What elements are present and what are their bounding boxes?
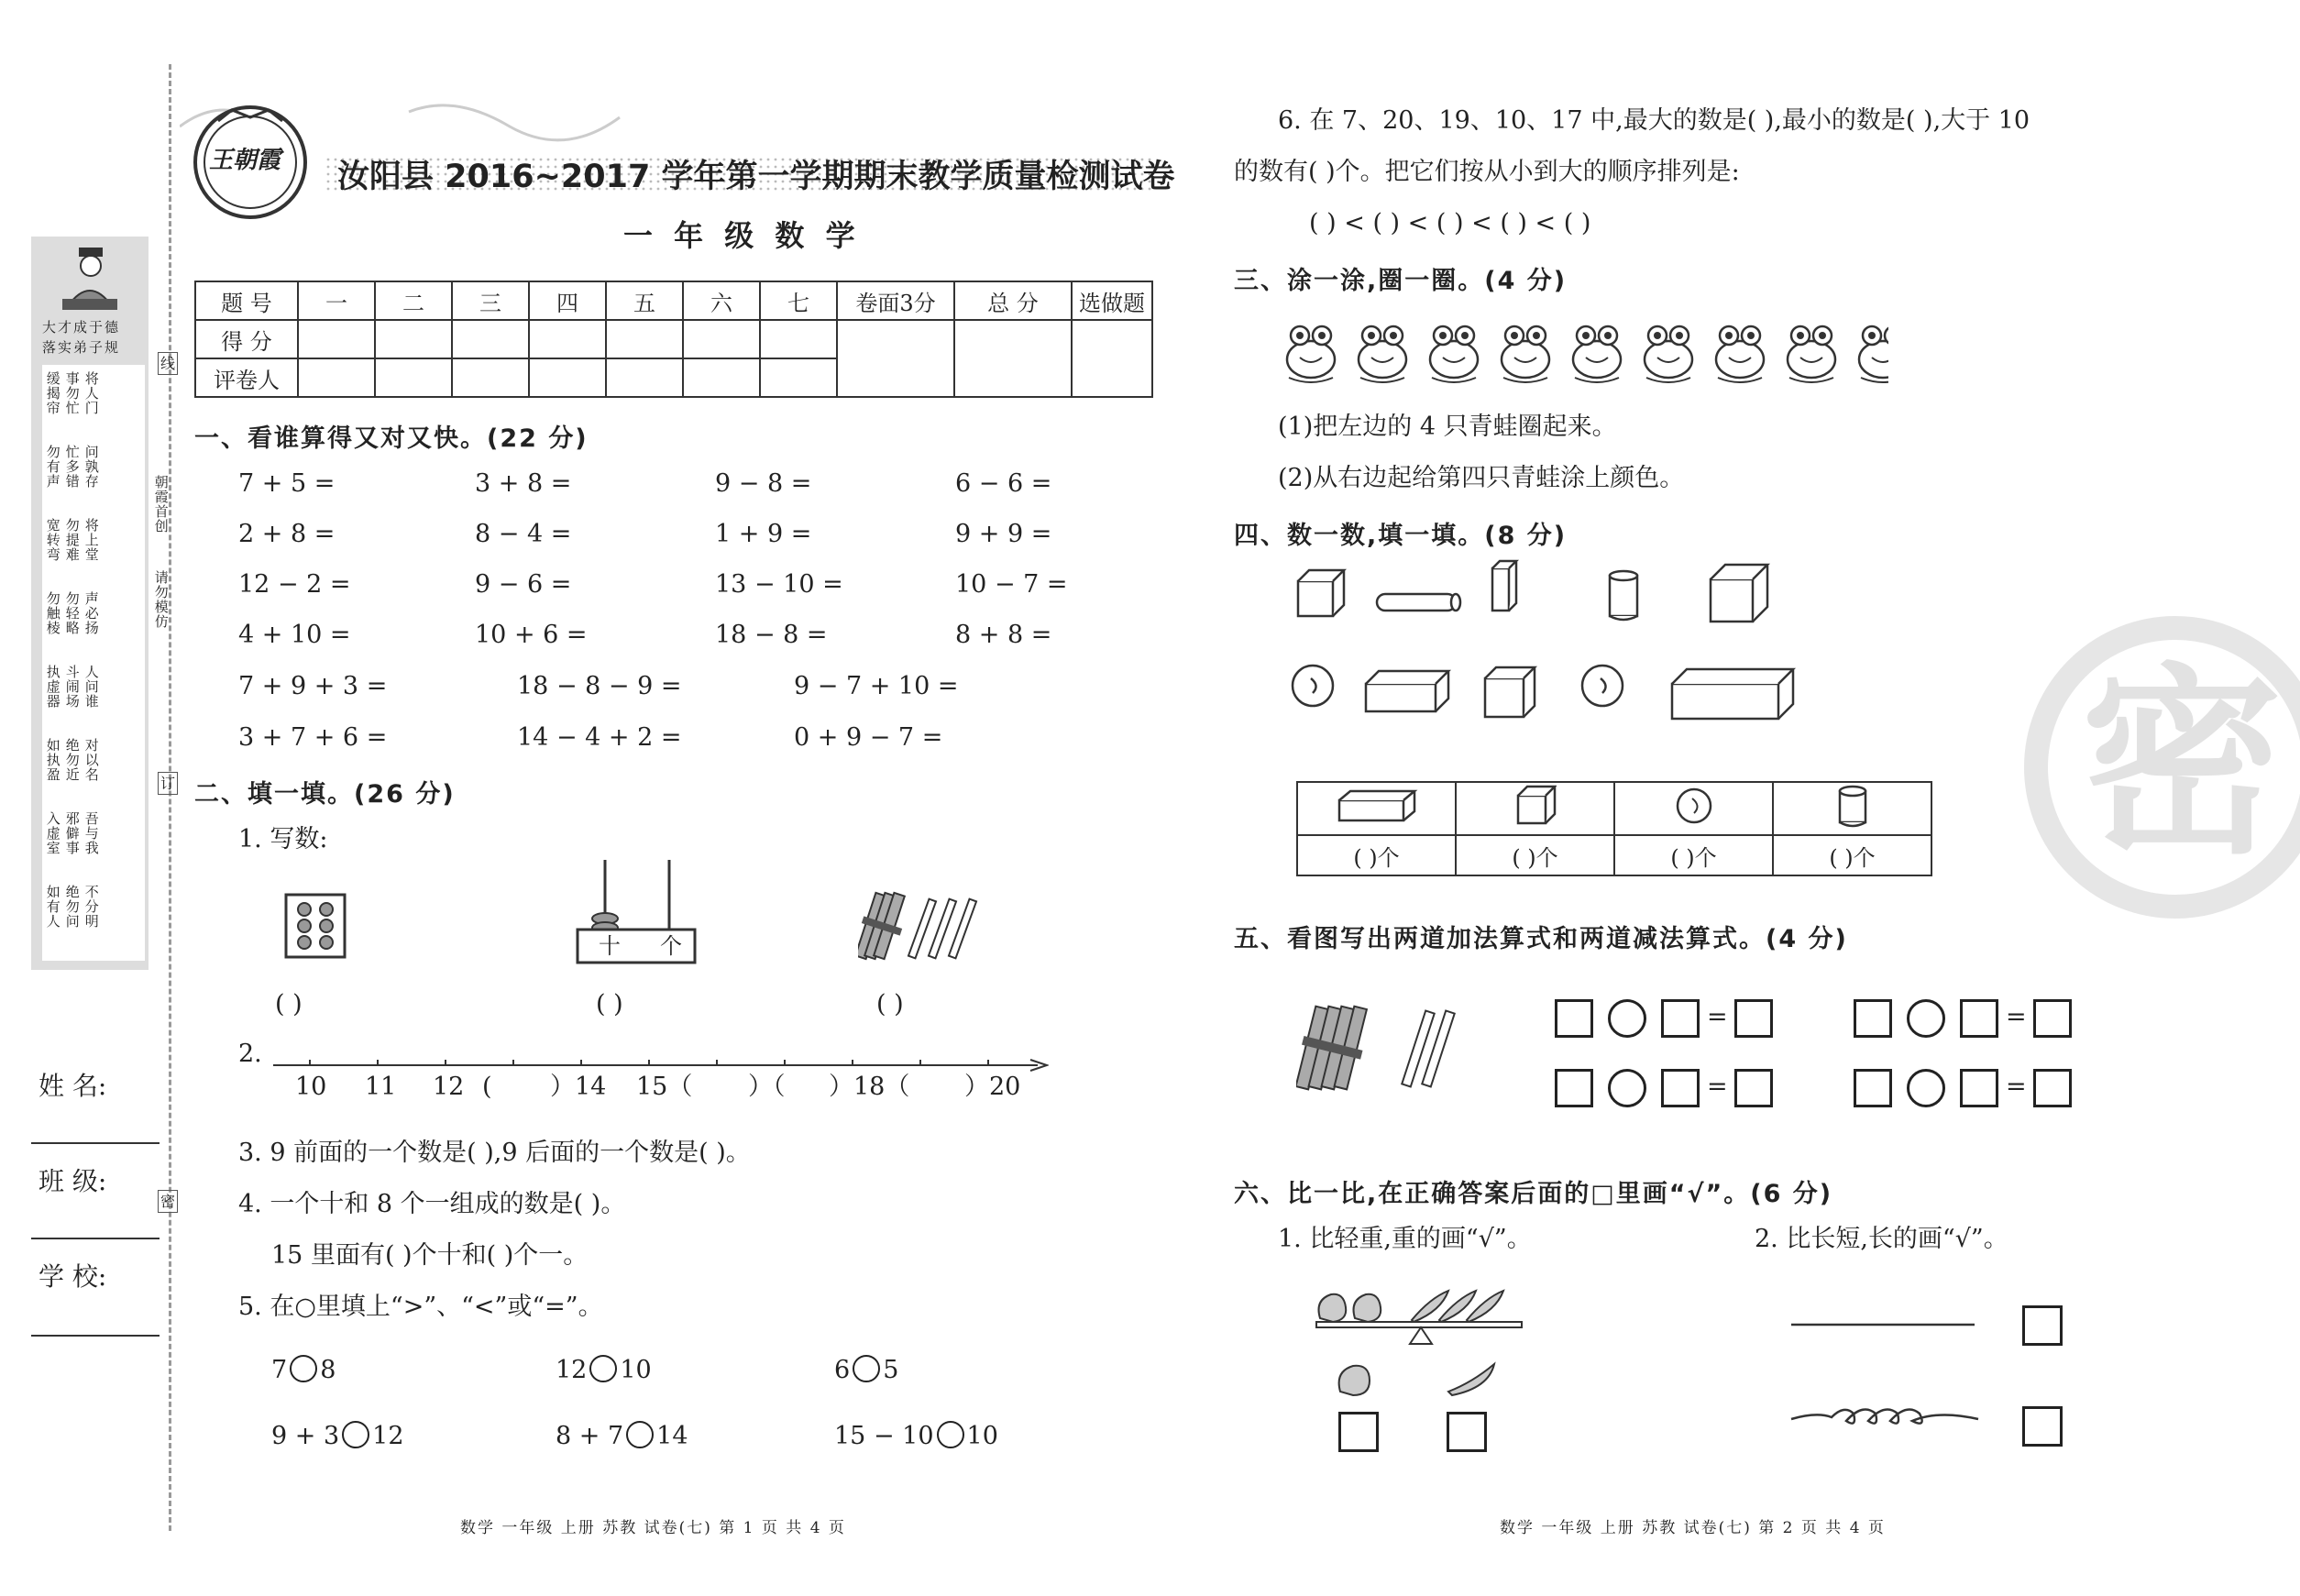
numline-label[interactable]: ( xyxy=(482,1073,492,1101)
proverb: 不分明 xyxy=(83,885,100,929)
compare-item: 15 − 10 10 xyxy=(834,1422,998,1450)
side-note: 请勿模仿 xyxy=(152,570,170,629)
seal-mark-ding: 订 xyxy=(158,772,178,795)
sphere-icon-cell xyxy=(1614,782,1773,835)
score-cell[interactable] xyxy=(298,320,375,358)
footer-right: 数学 一年级 上册 苏教 试卷(七) 第 2 页 共 4 页 xyxy=(1500,1519,1886,1537)
col-header: 六 xyxy=(683,281,760,320)
proverb: 勿有声 xyxy=(44,445,61,489)
score-cell[interactable] xyxy=(760,320,837,358)
compare-circle[interactable] xyxy=(342,1421,369,1448)
check-box[interactable] xyxy=(1338,1412,1379,1452)
operator-circle[interactable] xyxy=(1907,1069,1945,1107)
exam-subject: 一 年 级 数 学 xyxy=(623,218,861,253)
equals-sign: = xyxy=(2006,1073,2027,1101)
score-cell[interactable] xyxy=(529,320,606,358)
compare-item: 6 5 xyxy=(834,1356,899,1384)
answer-box[interactable] xyxy=(1960,1069,1998,1107)
col-header: 二 xyxy=(375,281,452,320)
calc-item: 3 + 8 = xyxy=(475,469,572,498)
row-label: 得 分 xyxy=(195,320,298,358)
answer-paren[interactable]: ( ) xyxy=(876,990,904,1018)
operator-circle[interactable] xyxy=(1608,1069,1646,1107)
sec3-item-1: (1)把左边的 4 只青蛙圈起来。 xyxy=(1278,413,1617,441)
answer-box[interactable] xyxy=(1661,999,1700,1038)
grader-cell[interactable] xyxy=(452,358,529,397)
proverb: 将人门 xyxy=(83,371,100,415)
calc-item: 3 + 7 + 6 = xyxy=(238,723,388,752)
stick-bundle-icon xyxy=(858,889,996,966)
proverb: 勿提难 xyxy=(63,518,81,562)
section-1-title: 一、看谁算得又对又快。(22 分) xyxy=(194,424,589,453)
equals-sign: = xyxy=(1707,1073,1728,1101)
score-cell[interactable] xyxy=(375,320,452,358)
calc-item: 6 − 6 = xyxy=(955,469,1052,498)
proverb: 问孰存 xyxy=(83,445,100,489)
proverb: 邪僻事 xyxy=(63,811,81,855)
numline-label[interactable]: ）（ xyxy=(748,1073,786,1101)
dice-six-icon xyxy=(284,893,348,961)
calc-item: 7 + 5 = xyxy=(238,469,336,498)
grader-cell[interactable] xyxy=(529,358,606,397)
compare-circle[interactable] xyxy=(589,1355,617,1382)
calc-item: 8 + 8 = xyxy=(955,621,1052,649)
answer-paren[interactable]: ( ) xyxy=(275,990,303,1018)
school-field[interactable] xyxy=(31,1335,160,1337)
check-box[interactable] xyxy=(2022,1406,2063,1447)
q6-line-2: 的数有( )个。把它们按从小到大的顺序排列是: xyxy=(1234,158,1740,186)
col-header: 卷面3分 xyxy=(837,281,954,320)
answer-box[interactable] xyxy=(1555,1069,1593,1107)
motto-line-1: 大才成于德 xyxy=(42,319,121,336)
score-table xyxy=(194,281,1153,398)
side-note: 朝霞首创 xyxy=(152,475,170,534)
compare-item: 12 10 xyxy=(556,1356,652,1384)
check-box[interactable] xyxy=(2022,1305,2063,1346)
score-cell[interactable] xyxy=(1072,320,1152,397)
footer-left: 数学 一年级 上册 苏教 试卷(七) 第 1 页 共 4 页 xyxy=(460,1519,846,1537)
compare-item: 8 + 7 14 xyxy=(556,1422,688,1450)
proverb: 如执盈 xyxy=(44,738,61,782)
answer-box[interactable] xyxy=(1661,1069,1700,1107)
seal-mark-line: 线 xyxy=(158,352,178,375)
name-field[interactable] xyxy=(31,1142,160,1144)
sec6-item-1: 1. 比轻重,重的画“√”。 xyxy=(1278,1225,1532,1253)
class-field[interactable] xyxy=(31,1238,160,1239)
scholar-figure-icon xyxy=(55,242,125,315)
calc-item: 9 − 8 = xyxy=(715,469,812,498)
q1-label: 1. 写数: xyxy=(238,825,328,853)
section-2-title: 二、填一填。(26 分) xyxy=(194,780,456,809)
peach-icon xyxy=(1335,1360,1375,1397)
answer-box[interactable] xyxy=(1854,1069,1892,1107)
col-header: 七 xyxy=(760,281,837,320)
curly-line xyxy=(1789,1397,1980,1437)
count-blank[interactable]: ( )个 xyxy=(1297,835,1456,875)
cube-icon-cell xyxy=(1456,782,1614,835)
compare-circle[interactable] xyxy=(853,1355,880,1382)
count-blank[interactable]: ( )个 xyxy=(1456,835,1614,875)
abacus-one-label: 个 xyxy=(660,933,682,959)
banana-icon xyxy=(1445,1360,1500,1397)
score-cell[interactable] xyxy=(683,320,760,358)
calc-item: 4 + 10 = xyxy=(238,621,351,649)
score-cell[interactable] xyxy=(954,320,1072,397)
proverb: 对以名 xyxy=(83,738,100,782)
numline-label[interactable]: ）18（ xyxy=(829,1073,910,1101)
cylinder-icon xyxy=(1834,784,1871,828)
proverb: 勿轻略 xyxy=(63,591,81,635)
check-box[interactable] xyxy=(1447,1412,1487,1452)
proverb: 将上堂 xyxy=(83,518,100,562)
compare-circle[interactable] xyxy=(937,1421,964,1448)
equals-sign: = xyxy=(2006,1003,2027,1031)
calc-item: 10 − 7 = xyxy=(955,570,1068,599)
compare-item: 7 8 xyxy=(271,1356,336,1384)
calc-item: 8 − 4 = xyxy=(475,520,572,548)
score-cell[interactable] xyxy=(452,320,529,358)
exam-title: 汝阳县 2016~2017 学年第一学期期末教学质量检测试卷 xyxy=(337,159,1175,195)
q2-label: 2. xyxy=(238,1040,262,1068)
proverb: 声必扬 xyxy=(83,591,100,635)
sec6-item-2: 2. 比长短,长的画“√”。 xyxy=(1755,1225,2008,1253)
calc-item: 0 + 9 − 7 = xyxy=(794,723,943,752)
compare-item: 9 + 3 12 xyxy=(271,1422,404,1450)
answer-box[interactable] xyxy=(2033,1069,2072,1107)
numline-label[interactable]: ）20 xyxy=(964,1073,1021,1101)
proverb: 勿触棱 xyxy=(44,591,61,635)
score-cell[interactable] xyxy=(606,320,683,358)
proverb: 宽转弯 xyxy=(44,518,61,562)
proverb: 缓揭帘 xyxy=(44,371,61,415)
proverb: 事勿忙 xyxy=(63,371,81,415)
proverb: 人问谁 xyxy=(83,665,100,709)
section-5-title: 五、看图写出两道加法算式和两道减法算式。(4 分) xyxy=(1234,925,1848,953)
col-header: 一 xyxy=(298,281,375,320)
sec3-item-2: (2)从右边起给第四只青蛙涂上颜色。 xyxy=(1278,464,1685,492)
calc-item: 14 − 4 + 2 = xyxy=(517,723,682,752)
numline-label: 11 xyxy=(365,1073,397,1101)
compare-circle[interactable] xyxy=(290,1355,317,1382)
proverb: 执虚器 xyxy=(44,665,61,709)
grader-cell[interactable] xyxy=(606,358,683,397)
balance-scale-icon xyxy=(1311,1280,1531,1348)
equals-sign: = xyxy=(1707,1003,1728,1031)
stick-bundle-icon xyxy=(1296,1003,1470,1098)
answer-box[interactable] xyxy=(2033,999,2072,1038)
answer-box[interactable] xyxy=(1734,1069,1773,1107)
name-label: 姓 名: xyxy=(39,1071,107,1101)
proverb: 斗闹场 xyxy=(63,665,81,709)
answer-box[interactable] xyxy=(1734,999,1773,1038)
numline-label: 12 xyxy=(433,1073,465,1101)
operator-circle[interactable] xyxy=(1608,999,1646,1038)
count-table xyxy=(1296,781,1932,876)
calc-item: 13 − 10 = xyxy=(715,570,843,599)
score-cell[interactable] xyxy=(837,320,954,397)
grader-cell[interactable] xyxy=(298,358,375,397)
q6-line-1: 6. 在 7、20、19、10、17 中,最大的数是( ),最小的数是( ),大于 10 xyxy=(1278,106,2030,135)
straight-line xyxy=(1789,1320,1976,1329)
shapes-group xyxy=(1283,559,1797,724)
school-label: 学 校: xyxy=(39,1261,107,1292)
calc-item: 2 + 8 = xyxy=(238,520,336,548)
proverb: 吾与我 xyxy=(83,811,100,855)
calc-item: 1 + 9 = xyxy=(715,520,812,548)
logo-text: 王朝霞 xyxy=(209,147,281,174)
calc-item: 18 − 8 − 9 = xyxy=(517,672,682,700)
answer-box[interactable] xyxy=(1960,999,1998,1038)
count-blank[interactable]: ( )个 xyxy=(1773,835,1931,875)
cube-icon xyxy=(1514,785,1557,827)
cuboid-icon-cell xyxy=(1297,782,1456,835)
sphere-icon xyxy=(1674,786,1714,826)
q4b-text: 15 里面有( )个十和( )个一。 xyxy=(271,1241,589,1270)
calc-item: 18 − 8 = xyxy=(715,621,828,649)
calc-item: 12 − 2 = xyxy=(238,570,351,599)
seal-mark-mi: 密 xyxy=(158,1190,178,1213)
proverb: 入虚室 xyxy=(44,811,61,855)
proverb: 绝勿近 xyxy=(63,738,81,782)
q6-order-blanks[interactable]: ( ) < ( ) < ( ) < ( ) < ( ) xyxy=(1309,209,1591,237)
col-header: 总 分 xyxy=(954,281,1072,320)
cylinder-icon-cell xyxy=(1773,782,1931,835)
calc-item: 9 − 6 = xyxy=(475,570,572,599)
col-header: 三 xyxy=(452,281,529,320)
answer-box[interactable] xyxy=(1555,999,1593,1038)
q5-text: 5. 在○里填上“>”、“<”或“=”。 xyxy=(238,1293,603,1321)
grader-cell[interactable] xyxy=(760,358,837,397)
proverb: 忙多错 xyxy=(63,445,81,489)
count-blank[interactable]: ( )个 xyxy=(1614,835,1773,875)
calc-item: 9 − 7 + 10 = xyxy=(794,672,959,700)
proverb: 绝勿问 xyxy=(63,885,81,929)
section-4-title: 四、数一数,填一填。(8 分) xyxy=(1234,522,1568,550)
row-label: 评卷人 xyxy=(195,358,298,397)
section-3-title: 三、涂一涂,圈一圈。(4 分) xyxy=(1234,267,1568,295)
watermark-text: 密 xyxy=(2081,644,2283,881)
proverb: 如有人 xyxy=(44,885,61,929)
grader-cell[interactable] xyxy=(375,358,452,397)
q4-text: 4. 一个十和 8 个一组成的数是( )。 xyxy=(238,1190,626,1218)
calc-item: 10 + 6 = xyxy=(475,621,588,649)
motto-line-2: 落实弟子规 xyxy=(42,339,121,356)
col-header: 五 xyxy=(606,281,683,320)
col-header: 选做题 xyxy=(1072,281,1152,320)
row-label: 题 号 xyxy=(195,281,298,320)
compare-circle[interactable] xyxy=(626,1421,654,1448)
binding-dashed-line xyxy=(169,64,171,1531)
calc-item: 9 + 9 = xyxy=(955,520,1052,548)
operator-circle[interactable] xyxy=(1907,999,1945,1038)
numline-label[interactable]: 15（ xyxy=(636,1073,693,1101)
frogs-row xyxy=(1283,317,1888,387)
class-label: 班 级: xyxy=(39,1166,107,1196)
col-header: 四 xyxy=(529,281,606,320)
numline-label: 10 xyxy=(295,1073,327,1101)
numline-label: ）14 xyxy=(550,1073,607,1101)
abacus-ten-label: 十 xyxy=(599,933,621,959)
grader-cell[interactable] xyxy=(683,358,760,397)
q3-text: 3. 9 前面的一个数是( ),9 后面的一个数是( )。 xyxy=(238,1139,751,1167)
section-6-title: 六、比一比,在正确答案后面的□里画“√”。(6 分) xyxy=(1234,1180,1833,1208)
answer-box[interactable] xyxy=(1854,999,1892,1038)
answer-paren[interactable]: ( ) xyxy=(596,990,623,1018)
cuboid-icon xyxy=(1336,787,1418,824)
calc-item: 7 + 9 + 3 = xyxy=(238,672,388,700)
